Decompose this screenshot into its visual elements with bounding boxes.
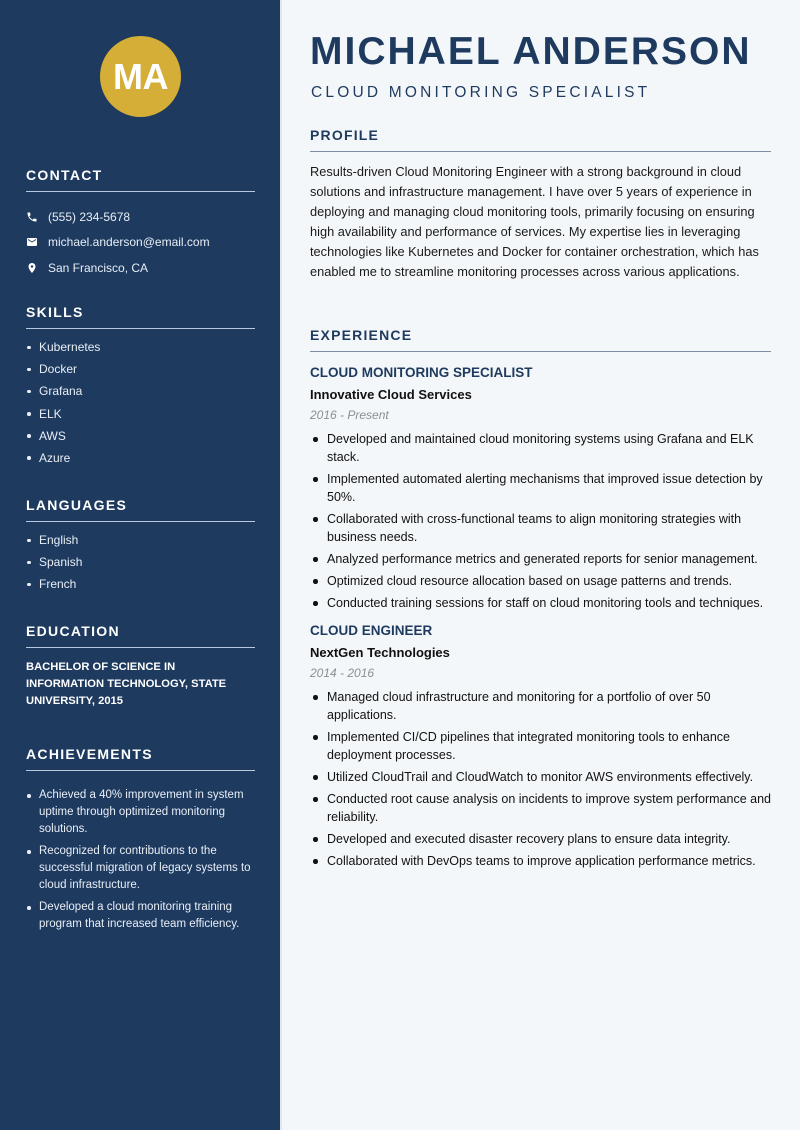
main-content	[282, 0, 800, 1130]
job-bullet: Conducted root cause analysis on incidents to improve system performance and reliability.	[310, 790, 771, 826]
job-bullets	[310, 688, 771, 870]
avatar-initials: MA	[113, 55, 168, 97]
education-degree: BACHELOR OF SCIENCE IN INFORMATION TECHNOLOGY, STATE UNIVERSITY, 2015	[26, 661, 227, 707]
job-bullet: Developed and executed disaster recovery plans to ensure data integrity.	[310, 830, 771, 848]
language-item: French	[26, 576, 255, 598]
sidebar	[0, 0, 280, 1130]
skill-item: AWS	[26, 428, 255, 450]
job-bullet: Optimized cloud resource allocation based on usage patterns and trends.	[310, 572, 771, 590]
profile-text: Results-driven Cloud Monitoring Engineer with a strong background in cloud solutions and infrastructure management. I have over 5 years of experience in deploying and managing cloud monitoring tools, primarily focusing on ensuring high availability and performance of services. My expertise lies in leveraging technologies like Kubernetes and Docker for container orchestration, which has enabled me to streamline monitoring processes across various applications.	[310, 164, 759, 279]
job-entry	[310, 622, 771, 870]
skill-item: Azure	[26, 450, 255, 472]
contact-phone	[26, 204, 255, 230]
profile-heading: PROFILE	[310, 127, 771, 152]
email-text: michael.anderson@email.com	[48, 235, 210, 250]
education-heading: EDUCATION	[26, 623, 255, 648]
location-text: San Francisco, CA	[48, 260, 149, 275]
job-bullet: Implemented automated alerting mechanisms that improved issue detection by 50%.	[310, 470, 771, 506]
job-dates: 2016 - Present	[310, 408, 389, 422]
job-company: NextGen Technologies	[310, 645, 450, 660]
job-dates: 2014 - 2016	[310, 666, 375, 680]
contact-list	[26, 204, 255, 281]
languages-heading: LANGUAGES	[26, 497, 255, 522]
job-bullets	[310, 430, 771, 612]
skill-item: Grafana	[26, 383, 255, 405]
candidate-name: MICHAEL ANDERSON	[310, 30, 752, 73]
job-bullet: Developed and maintained cloud monitoring systems using Grafana and ELK stack.	[310, 430, 771, 466]
contact-section	[26, 167, 255, 281]
achievement-item: Developed a cloud monitoring training program that increased team efficiency.	[26, 899, 255, 933]
avatar	[100, 36, 181, 117]
contact-email	[26, 230, 255, 256]
contact-heading: CONTACT	[26, 167, 255, 192]
skills-list	[26, 339, 255, 472]
language-item: English	[26, 532, 255, 554]
contact-location	[26, 255, 255, 281]
job-bullet: Analyzed performance metrics and generated reports for senior management.	[310, 550, 771, 568]
language-item: Spanish	[26, 554, 255, 576]
achievement-item: Recognized for contributions to the successful migration of legacy systems to cloud infrastructure.	[26, 843, 255, 894]
email-icon	[26, 236, 48, 248]
job-bullet: Implemented CI/CD pipelines that integrated monitoring tools to enhance deployment processes.	[310, 728, 771, 764]
job-title: CLOUD MONITORING SPECIALIST	[310, 365, 533, 380]
phone-text: (555) 234-5678	[48, 209, 131, 224]
job-bullet: Managed cloud infrastructure and monitoring for a portfolio of over 50 applications.	[310, 688, 771, 724]
skill-item: Kubernetes	[26, 339, 255, 361]
location-pin-icon	[26, 262, 48, 274]
job-bullet: Utilized CloudTrail and CloudWatch to monitor AWS environments effectively.	[310, 768, 771, 786]
achievement-item: Achieved a 40% improvement in system uptime through optimized monitoring solutions.	[26, 787, 255, 838]
skill-item: ELK	[26, 406, 255, 428]
languages-list	[26, 532, 255, 599]
skill-item: Docker	[26, 361, 255, 383]
experience-section	[310, 327, 771, 874]
skills-section	[26, 304, 255, 472]
job-entry	[310, 364, 771, 612]
languages-section	[26, 497, 255, 599]
skills-heading: SKILLS	[26, 304, 255, 329]
job-bullet: Collaborated with DevOps teams to improve application performance metrics.	[310, 852, 771, 870]
achievements-section	[26, 746, 255, 938]
job-bullet: Collaborated with cross-functional teams to align monitoring strategies with business needs.	[310, 510, 771, 546]
candidate-title: CLOUD MONITORING SPECIALIST	[311, 84, 651, 101]
education-section	[26, 623, 255, 710]
achievements-list	[26, 787, 255, 933]
achievements-heading: ACHIEVEMENTS	[26, 746, 255, 771]
profile-section	[310, 127, 771, 282]
job-company: Innovative Cloud Services	[310, 387, 472, 402]
experience-heading: EXPERIENCE	[310, 327, 771, 352]
job-bullet: Conducted training sessions for staff on cloud monitoring tools and techniques.	[310, 594, 771, 612]
job-title: CLOUD ENGINEER	[310, 623, 433, 638]
phone-icon	[26, 211, 48, 223]
